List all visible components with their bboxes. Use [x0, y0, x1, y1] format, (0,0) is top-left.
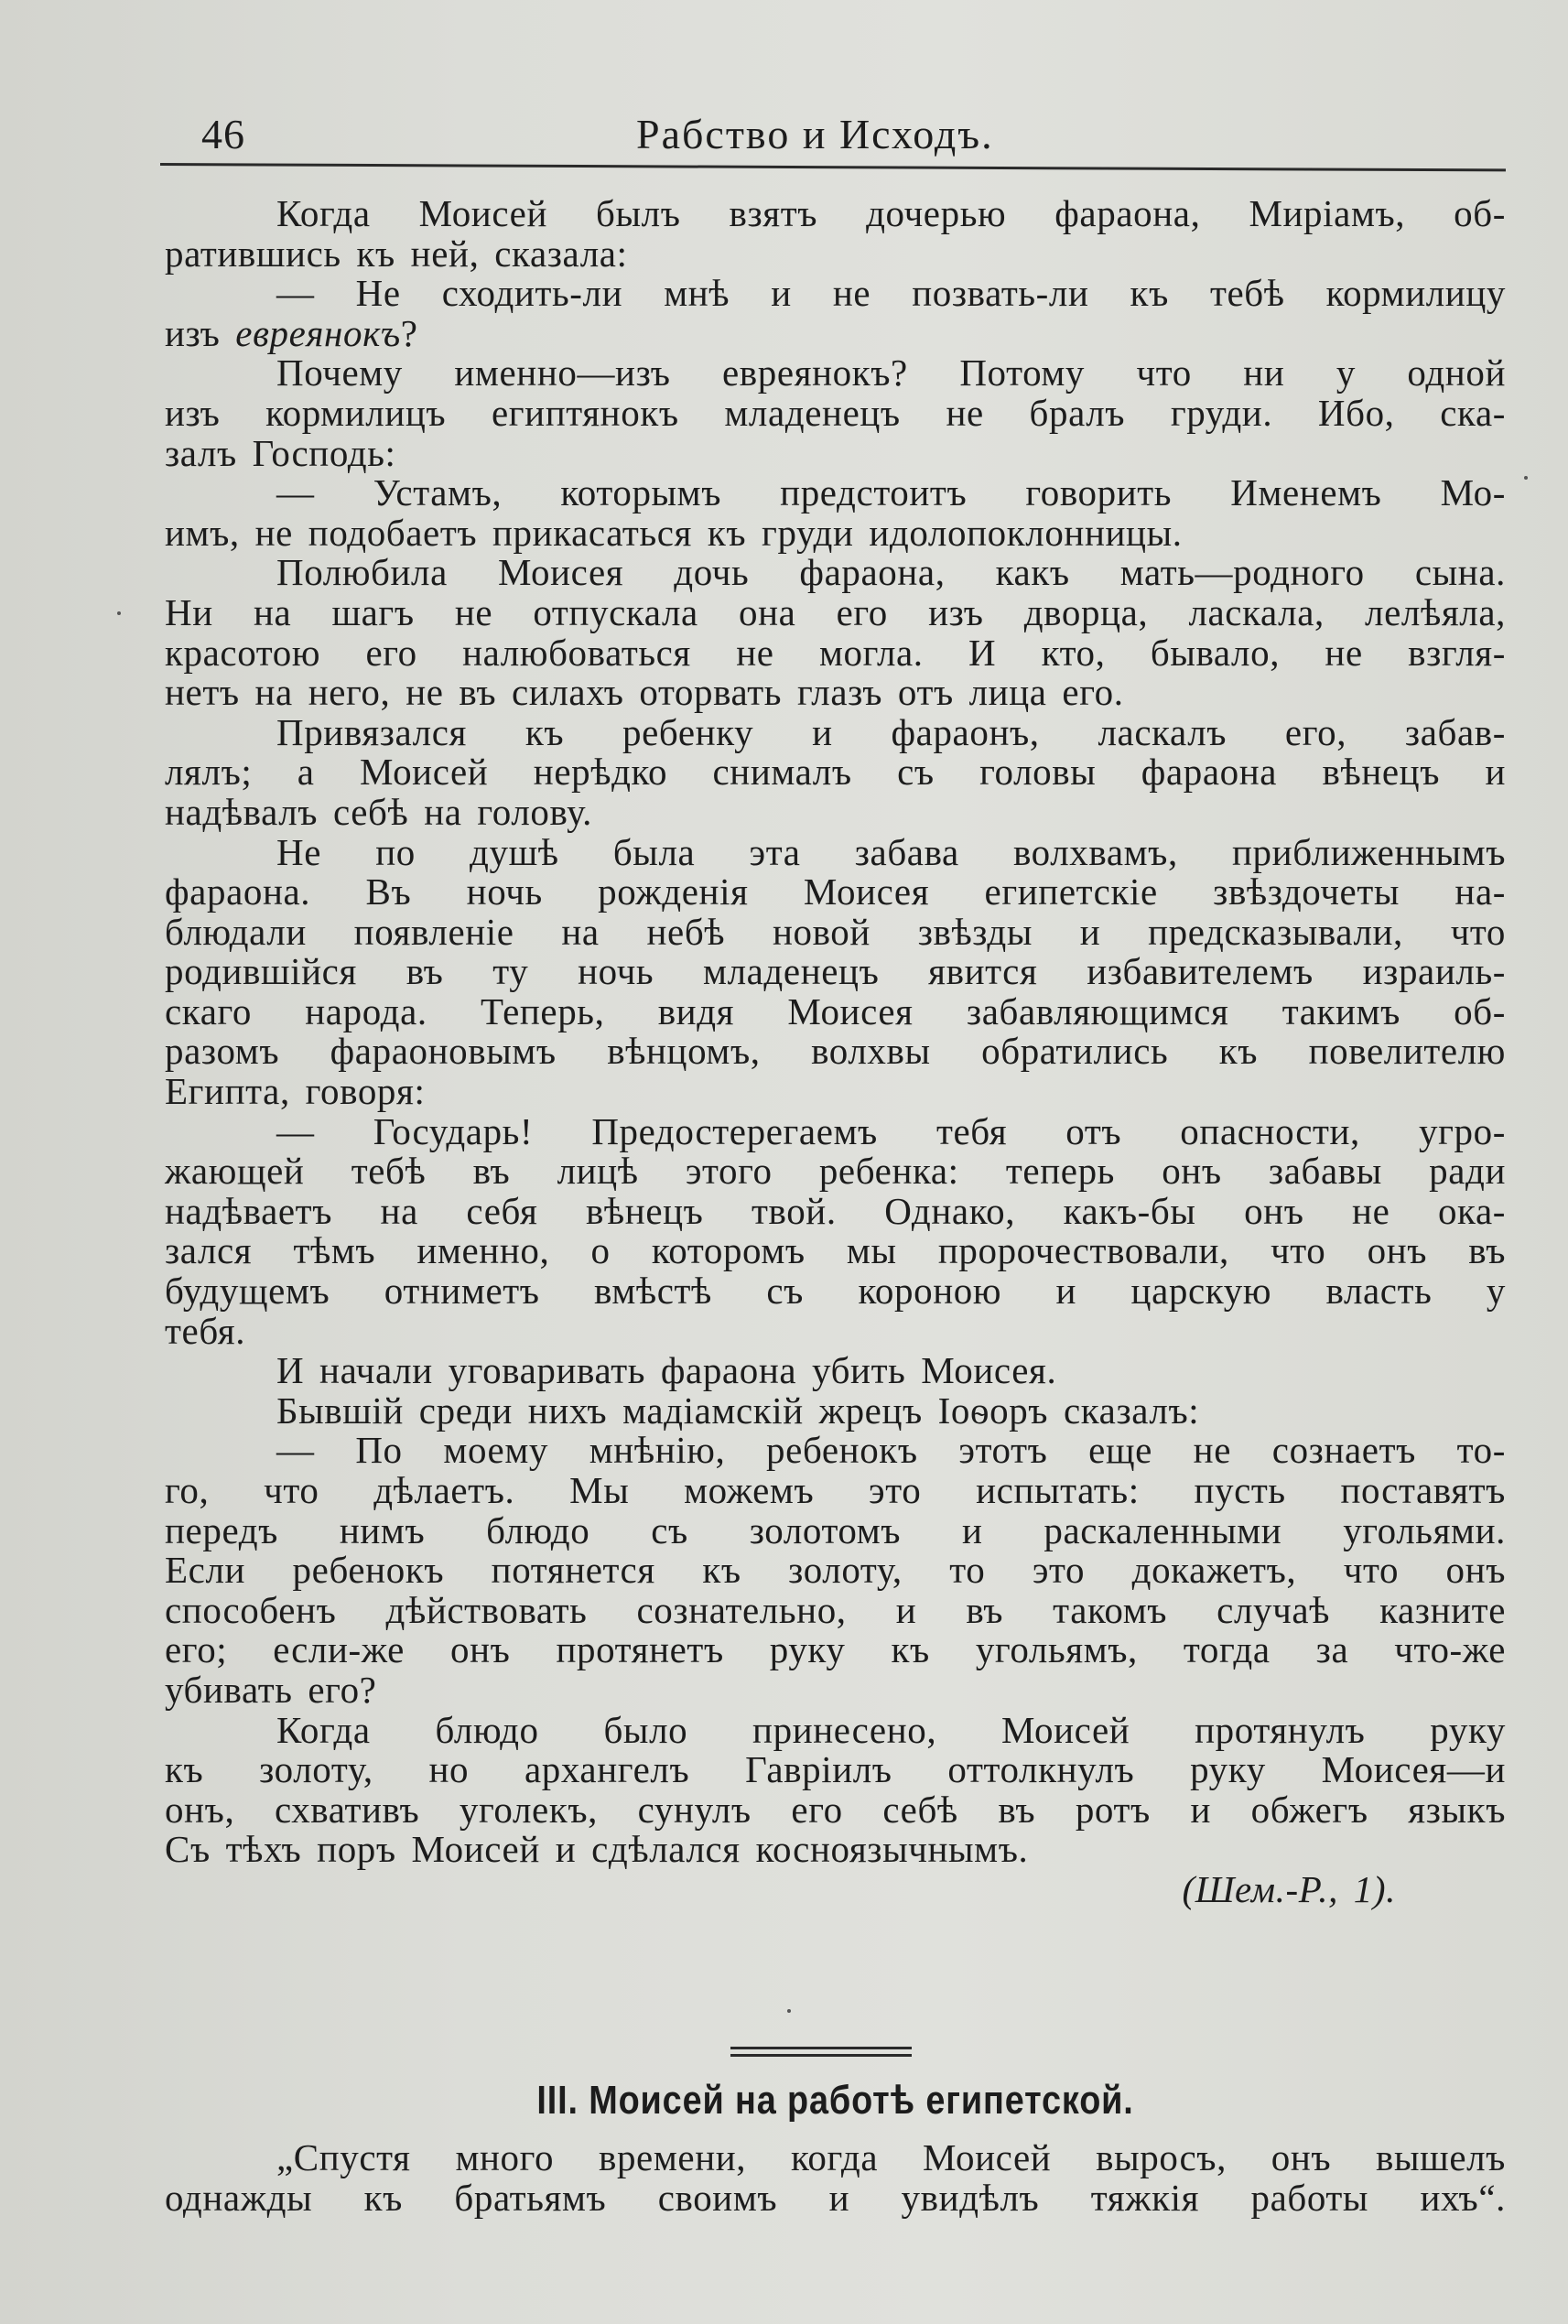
text-line — [165, 1309, 1506, 1352]
text-line-content: нетъ на него, не въ силахъ оторвать глазъ отъ лица его. — [165, 671, 1124, 714]
text-line-content: ратившись къ ней, сказала: — [165, 232, 628, 275]
text-line-content: убивать его? — [165, 1668, 377, 1711]
text-line — [165, 2137, 1506, 2178]
text-line-content: Когда Моисей былъ взятъ дочерью фараона, Миріамъ, об- — [276, 192, 1506, 234]
text-line — [165, 1790, 1506, 1831]
text-line — [165, 673, 1506, 713]
page-header — [160, 110, 1506, 165]
text-line — [165, 910, 1506, 953]
text-line-content: фараона. Въ ночь рожденія Моисея египетскіе звѣздочеты на- — [165, 870, 1506, 913]
main-text — [165, 194, 1506, 1910]
text-line-content: способенъ дѣйствовать сознательно, и въ такомъ случаѣ казните — [165, 1588, 1506, 1631]
text-line-content: родившійся въ ту ночь младенецъ явится избавителемъ израиль- — [165, 950, 1506, 993]
text-line-content: Ни на шагъ не отпускала она его изъ дворца, ласкала, лелѣяла, — [165, 590, 1506, 633]
text-line — [165, 274, 1506, 314]
paper-speck — [787, 2009, 791, 2013]
text-line — [165, 790, 1506, 833]
text-line-content: — По моему мнѣнію, ребенокъ этотъ еще не сознаетъ то- — [276, 1429, 1506, 1472]
text-line-content: его; если-же онъ протянетъ руку къ угольямъ, тогда за что-же — [165, 1628, 1506, 1671]
text-line-content: онъ, схвативъ уголекъ, сунулъ его себѣ въ ротъ и обжегъ языкъ — [165, 1788, 1506, 1831]
paper-speck — [1524, 476, 1528, 480]
text-line-content: жающей тебѣ въ лицѣ этого ребенка: теперь онъ забавы ради — [165, 1150, 1506, 1193]
text-line — [165, 1231, 1506, 1271]
text-line — [165, 1471, 1506, 1511]
section-divider-top — [730, 2047, 912, 2049]
text-line — [165, 1391, 1506, 1432]
text-line-content: изъ — [165, 311, 236, 354]
text-line-content: къ золоту, но архангелъ Гавріилъ оттолкнулъ руку Моисея—и — [165, 1748, 1506, 1791]
text-line-content: скаго народа. Теперь, видя Моисея забавляющимся такимъ об- — [165, 989, 1506, 1032]
text-line — [165, 553, 1506, 593]
text-line — [165, 1271, 1506, 1312]
text-line-content: И начали уговаривать фараона убить Моисея. — [276, 1349, 1057, 1392]
text-line-tail: ? — [400, 311, 418, 354]
text-line-content: Почему именно—изъ евреянокъ? Потому что ни у одной — [276, 351, 1506, 395]
text-line — [165, 1431, 1506, 1471]
text-line-content: будущемъ отниметъ вмѣстѣ съ короною и царскую власть у — [165, 1270, 1506, 1313]
text-line — [165, 590, 1506, 633]
text-line-content: Если ребенокъ потянется къ золоту, то это докажетъ, что онъ — [165, 1549, 1506, 1592]
citation: (Шем.-Р., 1). — [1182, 1867, 1396, 1910]
text-line — [165, 952, 1506, 992]
text-line-content: передъ нимъ блюдо съ золотомъ и раскаленными угольями. — [165, 1508, 1506, 1551]
text-line — [165, 1708, 1506, 1751]
text-line-content: „Спустя много времени, когда Моисей выросъ, онъ вышелъ — [276, 2136, 1506, 2178]
running-title: Рабство и Исходъ. — [636, 111, 994, 157]
text-line — [165, 1588, 1506, 1631]
text-line-content: зался тѣмъ именно, о которомъ мы пророчествовали, что онъ въ — [165, 1229, 1506, 1272]
text-line-content: Полюбила Моисея дочь фараона, какъ мать—родного сына. — [276, 551, 1506, 594]
paper-speck — [117, 611, 121, 615]
text-line — [165, 194, 1506, 234]
text-line-content: Съ тѣхъ поръ Моисей и сдѣлался косноязычнымъ. — [165, 1828, 1029, 1871]
text-line-content: имъ, не подобаетъ прикасаться къ груди идолопоклонницы. — [165, 511, 1183, 554]
text-line-content: — Не сходить-ли мнѣ и не позвать-ли къ тебѣ кормилицу — [276, 272, 1506, 315]
text-line-content: Не по душѣ была эта забава волхвамъ, приближеннымъ — [276, 830, 1506, 873]
section-heading: III. Моисей на работѣ египетской. — [536, 2078, 1134, 2123]
text-line — [165, 1630, 1506, 1670]
text-line-content: — Устамъ, которымъ предстоитъ говорить Именемъ Мо- — [276, 471, 1506, 514]
text-line — [165, 1670, 1506, 1711]
text-line — [165, 710, 1506, 753]
text-line-content: однажды къ братьямъ своимъ и увидѣлъ тяжкія работы ихъ“. — [165, 2177, 1506, 2219]
text-line — [165, 989, 1506, 1032]
text-line-content: лялъ; а Моисей нерѣдко снималъ съ головы фараона вѣнецъ и — [165, 751, 1506, 794]
text-line — [165, 2178, 1506, 2218]
text-line — [165, 1551, 1506, 1591]
text-line — [165, 1151, 1506, 1192]
text-line — [165, 431, 1506, 474]
text-line-content: Привязался къ ребенку и фараонъ, ласкалъ его, забав- — [276, 710, 1506, 753]
text-line — [165, 513, 1506, 554]
text-line-content: изъ кормилицъ египтянокъ младенецъ не бралъ груди. Ибо, ска- — [165, 391, 1506, 434]
text-line-content: Когда блюдо было принесено, Моисей протянулъ руку — [276, 1708, 1506, 1751]
text-line-content: красотою его налюбоваться не могла. И кто, бывало, не взгля- — [165, 631, 1506, 674]
text-line — [165, 1351, 1506, 1391]
text-line-content: залъ Господь: — [165, 431, 396, 474]
text-line — [165, 311, 1506, 354]
text-line — [165, 633, 1506, 674]
text-line — [165, 473, 1506, 513]
text-line-content: Египта, говоря: — [165, 1070, 426, 1113]
text-line — [165, 1109, 1506, 1152]
text-line — [165, 1830, 1506, 1870]
text-line-content: надѣвалъ себѣ на голову. — [165, 790, 592, 833]
text-line — [165, 353, 1506, 394]
section-text — [165, 2137, 1506, 2218]
text-line-content: — Государь! Предостерегаемъ тебя отъ опасности, угро- — [276, 1109, 1506, 1152]
text-line — [165, 1032, 1506, 1072]
text-line — [165, 1508, 1506, 1551]
text-line-content: разомъ фараоновымъ вѣнцомъ, волхвы обратились къ повелителю — [165, 1030, 1506, 1073]
text-line-content: тебя. — [165, 1309, 246, 1352]
text-line — [165, 1072, 1506, 1112]
section-divider-bottom — [730, 2054, 912, 2057]
italic-word: евреянокъ — [235, 311, 401, 354]
text-line-content: надѣваетъ на себя вѣнецъ твой. Однако, какъ-бы онъ не ока- — [165, 1189, 1506, 1232]
text-line — [165, 391, 1506, 434]
text-line — [165, 1750, 1506, 1790]
text-line-content: го, что дѣлаетъ. Мы можемъ это испытать: пусть поставятъ — [165, 1469, 1506, 1511]
text-line — [165, 830, 1506, 873]
text-line — [165, 234, 1506, 275]
page-number: 46 — [201, 111, 245, 157]
text-line-content: блюдали появленіе на небѣ новой звѣзды и предсказывали, что — [165, 910, 1506, 953]
text-line — [165, 752, 1506, 793]
text-line — [165, 872, 1506, 913]
text-line — [165, 1189, 1506, 1232]
text-line-content: Бывшій среди нихъ мадіамскій жрецъ Іоѳоръ сказалъ: — [276, 1389, 1200, 1432]
